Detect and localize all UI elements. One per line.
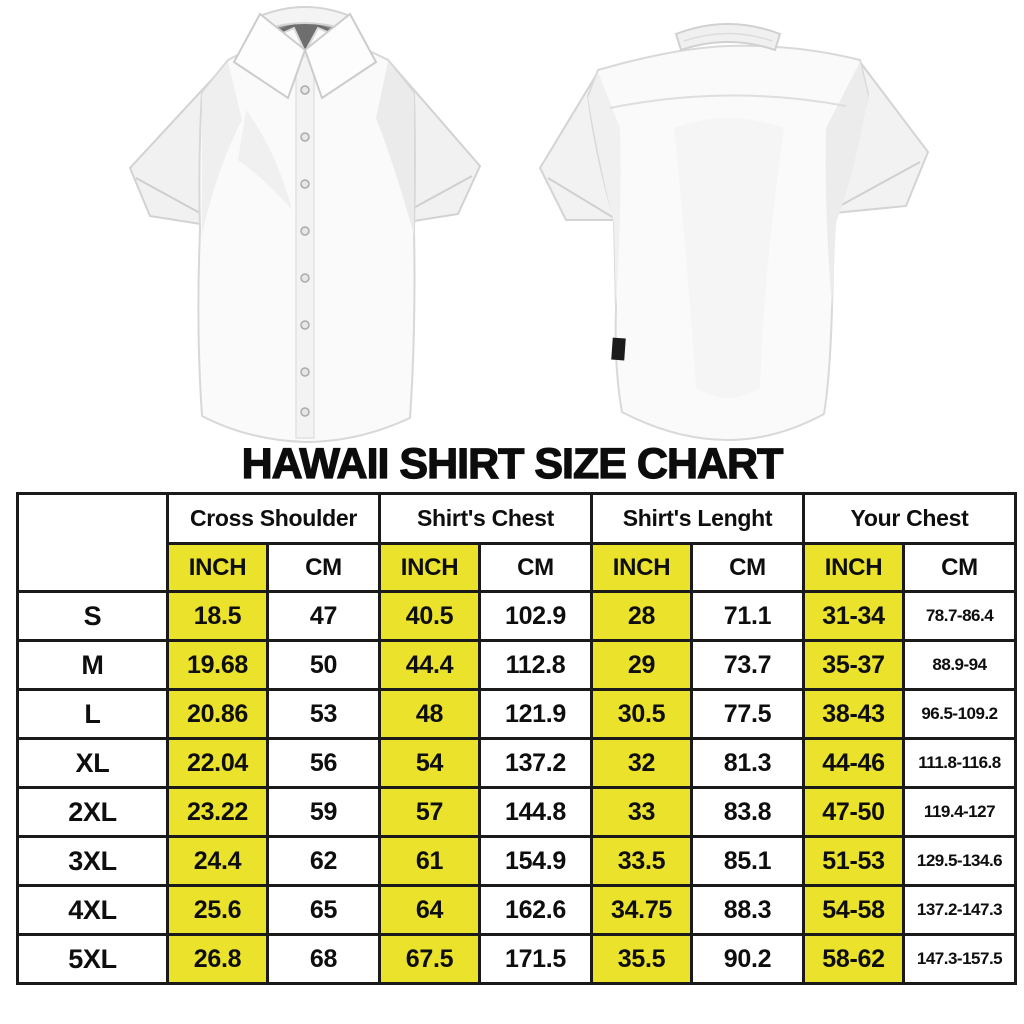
column-group-cross-shoulder: Cross Shoulder [168, 494, 380, 544]
inch-value-cell: 22.04 [168, 739, 268, 788]
size-label: L [18, 690, 168, 739]
cm-value-cell: 88.3 [692, 886, 804, 935]
inch-value-cell: 18.5 [168, 592, 268, 641]
size-chart-table [16, 492, 1017, 985]
table-row [18, 837, 1016, 886]
unit-header-inch: INCH [168, 544, 268, 592]
unit-header-cm: CM [692, 544, 804, 592]
cm-value-cell: 50 [268, 641, 380, 690]
cm-value-cell: 53 [268, 690, 380, 739]
cm-value-cell: 171.5 [480, 935, 592, 984]
inch-value-cell: 30.5 [592, 690, 692, 739]
size-label: 4XL [18, 886, 168, 935]
inch-value-cell: 58-62 [804, 935, 904, 984]
cm-value-cell: 73.7 [692, 641, 804, 690]
size-table-body [18, 592, 1016, 984]
inch-value-cell: 34.75 [592, 886, 692, 935]
cm-value-cell: 137.2 [480, 739, 592, 788]
inch-value-cell: 51-53 [804, 837, 904, 886]
unit-header-cm: CM [480, 544, 592, 592]
cm-value-cell: 68 [268, 935, 380, 984]
cm-value-cell: 96.5-109.2 [904, 690, 1016, 739]
inch-value-cell: 47-50 [804, 788, 904, 837]
cm-value-cell: 81.3 [692, 739, 804, 788]
column-group-shirts-chest: Shirt's Chest [380, 494, 592, 544]
inch-value-cell: 20.86 [168, 690, 268, 739]
table-row [18, 641, 1016, 690]
inch-value-cell: 35.5 [592, 935, 692, 984]
cm-value-cell: 90.2 [692, 935, 804, 984]
cm-value-cell: 56 [268, 739, 380, 788]
table-row [18, 788, 1016, 837]
cm-value-cell: 121.9 [480, 690, 592, 739]
unit-header-inch: INCH [592, 544, 692, 592]
cm-value-cell: 88.9-94 [904, 641, 1016, 690]
cm-value-cell: 102.9 [480, 592, 592, 641]
size-label: M [18, 641, 168, 690]
inch-value-cell: 29 [592, 641, 692, 690]
inch-value-cell: 35-37 [804, 641, 904, 690]
unit-header-row [18, 544, 1016, 592]
inch-value-cell: 48 [380, 690, 480, 739]
cm-value-cell: 154.9 [480, 837, 592, 886]
column-group-your-chest: Your Chest [804, 494, 1016, 544]
cm-value-cell: 119.4-127 [904, 788, 1016, 837]
inch-value-cell: 26.8 [168, 935, 268, 984]
table-row [18, 886, 1016, 935]
inch-value-cell: 38-43 [804, 690, 904, 739]
cm-value-cell: 78.7-86.4 [904, 592, 1016, 641]
inch-value-cell: 54-58 [804, 886, 904, 935]
cm-value-cell: 137.2-147.3 [904, 886, 1016, 935]
inch-value-cell: 25.6 [168, 886, 268, 935]
inch-value-cell: 40.5 [380, 592, 480, 641]
page-title: HAWAII SHIRT SIZE CHART [241, 440, 783, 488]
unit-header-cm: CM [268, 544, 380, 592]
cm-value-cell: 71.1 [692, 592, 804, 641]
shirt-front-image [96, 0, 506, 445]
table-row [18, 739, 1016, 788]
column-group-shirts-length: Shirt's Lenght [592, 494, 804, 544]
shirt-back-tag [611, 338, 626, 361]
size-label: 5XL [18, 935, 168, 984]
inch-value-cell: 24.4 [168, 837, 268, 886]
cm-value-cell: 47 [268, 592, 380, 641]
cm-value-cell: 112.8 [480, 641, 592, 690]
inch-value-cell: 57 [380, 788, 480, 837]
inch-value-cell: 44-46 [804, 739, 904, 788]
cm-value-cell: 147.3-157.5 [904, 935, 1016, 984]
size-label: 3XL [18, 837, 168, 886]
inch-value-cell: 64 [380, 886, 480, 935]
corner-cell [18, 494, 168, 592]
cm-value-cell: 65 [268, 886, 380, 935]
inch-value-cell: 54 [380, 739, 480, 788]
inch-value-cell: 67.5 [380, 935, 480, 984]
inch-value-cell: 33 [592, 788, 692, 837]
cm-value-cell: 62 [268, 837, 380, 886]
shirt-front-placket [296, 56, 314, 438]
inch-value-cell: 61 [380, 837, 480, 886]
inch-value-cell: 23.22 [168, 788, 268, 837]
size-label: XL [18, 739, 168, 788]
inch-value-cell: 31-34 [804, 592, 904, 641]
cm-value-cell: 162.6 [480, 886, 592, 935]
cm-value-cell: 85.1 [692, 837, 804, 886]
table-row [18, 935, 1016, 984]
table-row [18, 690, 1016, 739]
inch-value-cell: 28 [592, 592, 692, 641]
inch-value-cell: 32 [592, 739, 692, 788]
shirt-back-image [524, 8, 948, 446]
cm-value-cell: 129.5-134.6 [904, 837, 1016, 886]
unit-header-inch: INCH [380, 544, 480, 592]
group-header-row [18, 494, 1016, 544]
unit-header-cm: CM [904, 544, 1016, 592]
cm-value-cell: 59 [268, 788, 380, 837]
unit-header-inch: INCH [804, 544, 904, 592]
size-label: 2XL [18, 788, 168, 837]
cm-value-cell: 83.8 [692, 788, 804, 837]
inch-value-cell: 33.5 [592, 837, 692, 886]
cm-value-cell: 144.8 [480, 788, 592, 837]
table-row [18, 592, 1016, 641]
cm-value-cell: 111.8-116.8 [904, 739, 1016, 788]
cm-value-cell: 77.5 [692, 690, 804, 739]
inch-value-cell: 44.4 [380, 641, 480, 690]
inch-value-cell: 19.68 [168, 641, 268, 690]
size-label: S [18, 592, 168, 641]
